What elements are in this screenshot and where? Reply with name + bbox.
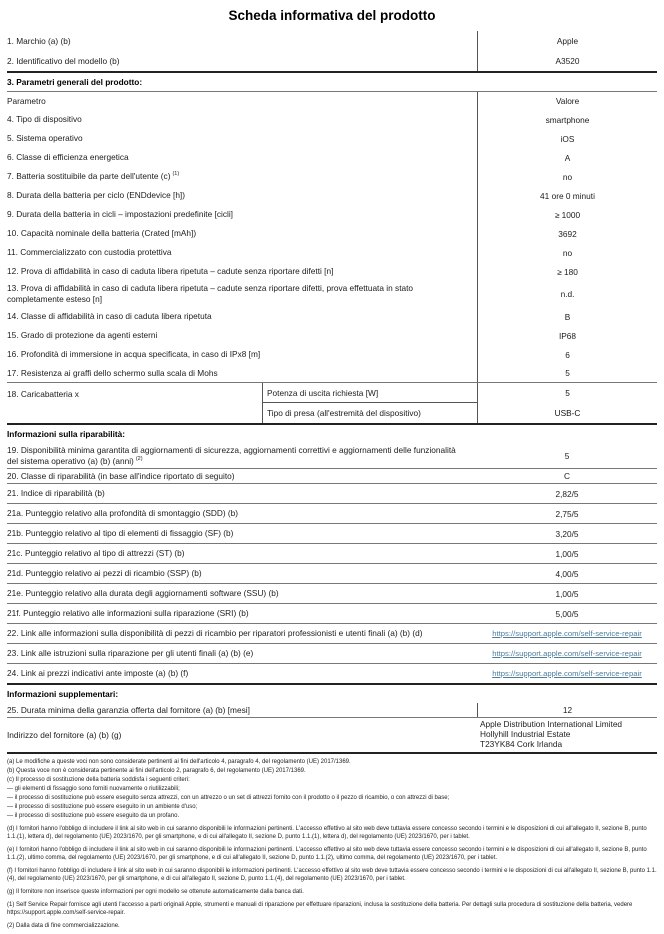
footnote-c-item-1: — gli elementi di fissaggio sono forniti nuovamente o riutilizzabili; xyxy=(7,785,180,792)
row-garanzia-value: 12 xyxy=(477,703,657,717)
row-indice-riparabilita-label: 21. Indice di riparabilità (b) xyxy=(7,488,105,499)
row-durata-batteria-ciclo xyxy=(7,186,657,205)
row-capacita-batteria-label: 10. Capacità nominale della batteria (Crated [mAh]) xyxy=(7,228,197,239)
footnote-f: (f) I fornitori hanno l'obbligo di includere il link al sito web in cui saranno disponibili le informazioni pertinenti. L'accesso effettivo al sito web deve tuttavia essere concesso secondo i termini e le disposizioni di cui all'allegato II, sezione B, punto 1.1.(4), del regolamento (UE) 2023/1670, per gli smartphone, e di cui all'allegato II, sezione D, punto 1.1.(4), del regolamento (UE) 2023/1670, per i tablet. xyxy=(7,867,657,882)
row-tipo-dispositivo-label: 4. Tipo di dispositivo xyxy=(7,114,82,125)
subrow-potenza-value: 5 xyxy=(565,388,570,398)
footnote-c-item-4: — il processo di sostituzione può essere eseguito da un profano. xyxy=(7,812,180,819)
row-caduta-libera-label: 12. Prova di affidabilità in caso di caduta libera ripetuta – cadute senza riportare difetti [n] xyxy=(7,266,334,277)
footnotes xyxy=(7,752,657,930)
row-aggiornamenti xyxy=(7,443,657,469)
footnote-a: (a) Le modifiche a queste voci non sono considerate pertinenti ai fini dell'articolo 4, paragrafo 4, del regolamento (UE) 2017/1369. xyxy=(7,758,351,765)
row-classe-affidabilita-value: B xyxy=(477,307,657,326)
row-durata-batteria-cicli-value: ≥ 1000 xyxy=(477,205,657,224)
row-sistema-operativo-label: 5. Sistema operativo xyxy=(7,133,83,144)
row-profondita-immersione-label: 16. Profondità di immersione in acqua specificata, in caso di IPx8 [m] xyxy=(7,349,261,360)
row-punteggio-st-label: 21c. Punteggio relativo al tipo di attrezzi (ST) (b) xyxy=(7,548,185,559)
supplier-address-line-3: T23YK84 Cork Irlanda xyxy=(480,738,563,749)
row-classe-affidabilita xyxy=(7,307,657,326)
row-custodia-value: no xyxy=(477,243,657,262)
row-punteggio-ssp xyxy=(7,564,657,584)
row-punteggio-sf-label: 21b. Punteggio relativo al tipo di elementi di fissaggio (SF) (b) xyxy=(7,528,234,539)
row-capacita-batteria-value: 3692 xyxy=(477,224,657,243)
row-classe-affidabilita-label: 14. Classe di affidabilità in caso di caduta libera ripetuta xyxy=(7,311,212,322)
row-batteria-sostituibile-label: 7. Batteria sostituibile da parte dell'utente (c) $^{(1)}$ xyxy=(7,171,180,182)
row-punteggio-sdd-value: 2,75/5 xyxy=(555,508,579,519)
row-punteggio-sf-value: 3,20/5 xyxy=(555,528,579,539)
footnote-c: (c) Il processo di sostituzione della batteria soddisfa i seguenti criteri: xyxy=(7,776,190,783)
row-caricabatteria-label: 18. Caricabatteria x xyxy=(7,389,79,399)
row-classe-riparabilita-label: 20. Classe di riparabilità (in base all'indice riportato di seguito) xyxy=(7,470,235,481)
row-punteggio-ssu-label: 21e. Punteggio relativo alla durata degli aggiornamenti software (SSU) (b) xyxy=(7,588,279,599)
row-marchio-value: Apple xyxy=(477,31,657,51)
caricabatteria-subtable xyxy=(262,383,477,423)
row-batteria-sostituibile-value: no xyxy=(477,167,657,186)
row-profondita-immersione-value: 6 xyxy=(477,345,657,364)
row-caduta-libera-value: ≥ 180 xyxy=(477,262,657,281)
row-punteggio-st xyxy=(7,544,657,564)
footnote-d: (d) I fornitori hanno l'obbligo di includere il link al sito web in cui saranno disponibili le informazioni pertinenti. L'accesso effettivo al sito web deve tuttavia essere concesso secondo i termini e le disposizioni di cui all'allegato II, sezione B, punto 1.1.(1), lettera d), del regolamento (UE) 2023/1670, per gli smartphone, e di cui all'allegato II, sezione D, punto 1.1.(1), lettera d), del regolamento (UE) 2023/1670, per i tablet. xyxy=(7,825,647,840)
row-modello-label: 2. Identificativo del modello (b) xyxy=(7,55,120,66)
row-caduta-libera-esteso-label: 13. Prova di affidabilità in caso di caduta libera ripetuta – cadute senza riportare difetti, prova effettuata in stato completamente esteso [n] xyxy=(7,283,414,304)
row-link-prezzi-label: 24. Link ai prezzi indicativi ante imposte (a) (b) (f) xyxy=(7,668,189,679)
row-punteggio-sri-label: 21f. Punteggio relativo alle informazioni sulla riparazione (SRI) (b) xyxy=(7,608,249,619)
row-punteggio-ssu xyxy=(7,584,657,604)
row-marchio-label: 1. Marchio (a) (b) xyxy=(7,35,71,46)
row-resistenza-graffi-label: 17. Resistenza ai graffi dello schermo sulla scala di Mohs xyxy=(7,367,218,378)
row-protezione-ip-value: IP68 xyxy=(477,326,657,345)
footnote-e: (e) I fornitori hanno l'obbligo di includere il link al sito web in cui saranno disponibili le informazioni pertinenti. L'accesso effettivo al sito web deve tuttavia essere concesso secondo i termini e le disposizioni di cui all'allegato II, sezione B, punto 1.1.(2), ultimo comma, del regolamento (UE) 2023/1670, per gli smartphone, e di cui all'allegato II, sezione D, punto 1.1.(2), ultimo comma, del regolamento (UE) 2023/1670, per i tablet. xyxy=(7,846,647,861)
row-resistenza-graffi xyxy=(7,364,657,383)
row-punteggio-ssp-label: 21d. Punteggio relativo ai pezzi di ricambio (SSP) (b) xyxy=(7,568,202,579)
section-parametri-generali: 3. Parametri generali del prodotto: xyxy=(7,71,657,92)
row-durata-batteria-cicli xyxy=(7,205,657,224)
row-punteggio-st-value: 1,00/5 xyxy=(555,548,579,559)
row-punteggio-sdd xyxy=(7,504,657,524)
row-caduta-libera-esteso-value: n.d. xyxy=(477,281,657,307)
footnote-ref-1: (1) xyxy=(172,171,180,178)
supplier-address xyxy=(477,718,657,752)
row-link-istruzioni-label: 23. Link alle istruzioni sulla riparazione per gli utenti finali (a) (b) (e) xyxy=(7,648,254,659)
row-aggiornamenti-label: 19. Disponibilità minima garantita di aggiornamenti di sicurezza, aggiornamenti correttivi e aggiornamenti delle funzionalità del sistema operativo (a) (b) (anni) $^{(2)}$ xyxy=(7,444,456,466)
row-modello xyxy=(7,51,657,71)
caricabatteria-values xyxy=(477,383,657,423)
subrow-presa-value: USB-C xyxy=(554,408,581,418)
row-caricabatteria xyxy=(7,383,657,423)
row-batteria-sostituibile xyxy=(7,167,657,186)
row-tipo-dispositivo xyxy=(7,110,657,129)
row-durata-batteria-cicli-label: 9. Durata della batteria in cicli – impostazioni predefinite [cicli] xyxy=(7,209,233,220)
row-caduta-libera xyxy=(7,262,657,281)
row-aggiornamenti-value: 5 xyxy=(564,450,570,461)
row-link-prezzi xyxy=(7,664,657,683)
row-classe-efficienza xyxy=(7,148,657,167)
footnote-1: (1) Self Service Repair fornisce agli utenti l'accesso a parti originali Apple, strumenti e manuali di riparazione per effettuare riparazioni, inclusa la sostituzione della batteria. Per dettagli sulla procedura di sostituzione della batteria, vedere https://support.apple.com/self-service-repair. xyxy=(7,901,633,916)
row-classe-riparabilita xyxy=(7,469,657,484)
row-indirizzo-fornitore xyxy=(7,718,657,752)
row-indice-riparabilita-value: 2,82/5 xyxy=(555,488,579,499)
row-link-ricambi xyxy=(7,624,657,644)
page-title: Scheda informativa del prodotto xyxy=(228,8,436,23)
footnote-b: (b) Questa voce non è considerata pertinente ai fini dell'articolo 2, paragrafo 6, del regolamento (UE) 2017/1369. xyxy=(7,767,306,774)
footnote-2: (2) Dalla data di fine commercializzazione. xyxy=(7,922,120,929)
subrow-presa-label: Tipo di presa (all'estremità del dispositivo) xyxy=(267,408,421,418)
row-indice-riparabilita xyxy=(7,484,657,504)
row-punteggio-ssu-value: 1,00/5 xyxy=(555,588,579,599)
row-custodia xyxy=(7,243,657,262)
supplier-address-line-1: Apple Distribution International Limited xyxy=(480,719,623,729)
row-punteggio-sf xyxy=(7,524,657,544)
section-riparabilita: Informazioni sulla riparabilità: xyxy=(7,423,657,443)
row-punteggio-sdd-label: 21a. Punteggio relativo alla profondità di smontaggio (SDD) (b) xyxy=(7,508,239,519)
row-sistema-operativo-value: iOS xyxy=(477,129,657,148)
row-punteggio-sri-value: 5,00/5 xyxy=(555,608,579,619)
row-custodia-label: 11. Commercializzato con custodia protettiva xyxy=(7,247,172,258)
footnote-c-item-3: — il processo di sostituzione può essere eseguito in un ambiente d'uso; xyxy=(7,803,198,810)
footnote-g: (g) Il fornitore non inserisce queste informazioni per ogni modello se ottenute automaticamente dalla banca dati. xyxy=(7,888,304,895)
section-supplementari: Informazioni supplementari: xyxy=(7,683,657,703)
row-marchio xyxy=(7,31,657,51)
spare-parts-link[interactable]: https://support.apple.com/self-service-repair xyxy=(492,629,642,638)
row-sistema-operativo xyxy=(7,129,657,148)
row-garanzia xyxy=(7,703,657,718)
prices-link[interactable]: https://support.apple.com/self-service-repair xyxy=(492,669,642,678)
row-garanzia-label: 25. Durata minima della garanzia offerta dal fornitore (a) (b) [mesi] xyxy=(7,704,250,715)
row-profondita-immersione xyxy=(7,345,657,364)
row-tipo-dispositivo-value: smartphone xyxy=(477,110,657,129)
column-header-valore: Valore xyxy=(477,92,657,110)
repair-instructions-link[interactable]: https://support.apple.com/self-service-repair xyxy=(492,649,642,658)
column-header-row xyxy=(7,92,657,110)
row-durata-batteria-ciclo-label: 8. Durata della batteria per ciclo (ENDdevice [h]) xyxy=(7,190,186,201)
row-classe-efficienza-label: 6. Classe di efficienza energetica xyxy=(7,152,129,163)
subrow-potenza-label: Potenza di uscita richiesta [W] xyxy=(263,383,477,403)
row-resistenza-graffi-value: 5 xyxy=(477,364,657,382)
row-punteggio-ssp-value: 4,00/5 xyxy=(555,568,579,579)
row-durata-batteria-ciclo-value: 41 ore 0 minuti xyxy=(477,186,657,205)
row-capacita-batteria xyxy=(7,224,657,243)
row-punteggio-sri xyxy=(7,604,657,624)
supplier-address-line-2: Hollyhill Industrial Estate xyxy=(480,728,571,739)
row-protezione-ip-label: 15. Grado di protezione da agenti esterni xyxy=(7,330,158,341)
row-modello-value: A3520 xyxy=(477,51,657,71)
row-link-ricambi-label: 22. Link alle informazioni sulla disponibilità di pezzi di ricambio per riparatori professionisti e utenti finali (a) (b) (d) xyxy=(7,628,423,639)
footnote-c-item-2: — il processo di sostituzione può essere eseguito senza attrezzi, con un attrezzo o un set di attrezzi fornito con il prodotto o il pezzo di ricambio, o con attrezzi di base; xyxy=(7,794,450,801)
row-classe-riparabilita-value: C xyxy=(564,471,570,481)
row-caduta-libera-esteso xyxy=(7,281,657,307)
row-protezione-ip xyxy=(7,326,657,345)
footnote-ref-2: (2) xyxy=(135,455,143,462)
column-header-parametro: Parametro xyxy=(7,95,46,106)
row-classe-efficienza-value: A xyxy=(477,148,657,167)
row-link-istruzioni xyxy=(7,644,657,664)
row-indirizzo-fornitore-label: Indirizzo del fornitore (a) (b) (g) xyxy=(7,729,122,740)
